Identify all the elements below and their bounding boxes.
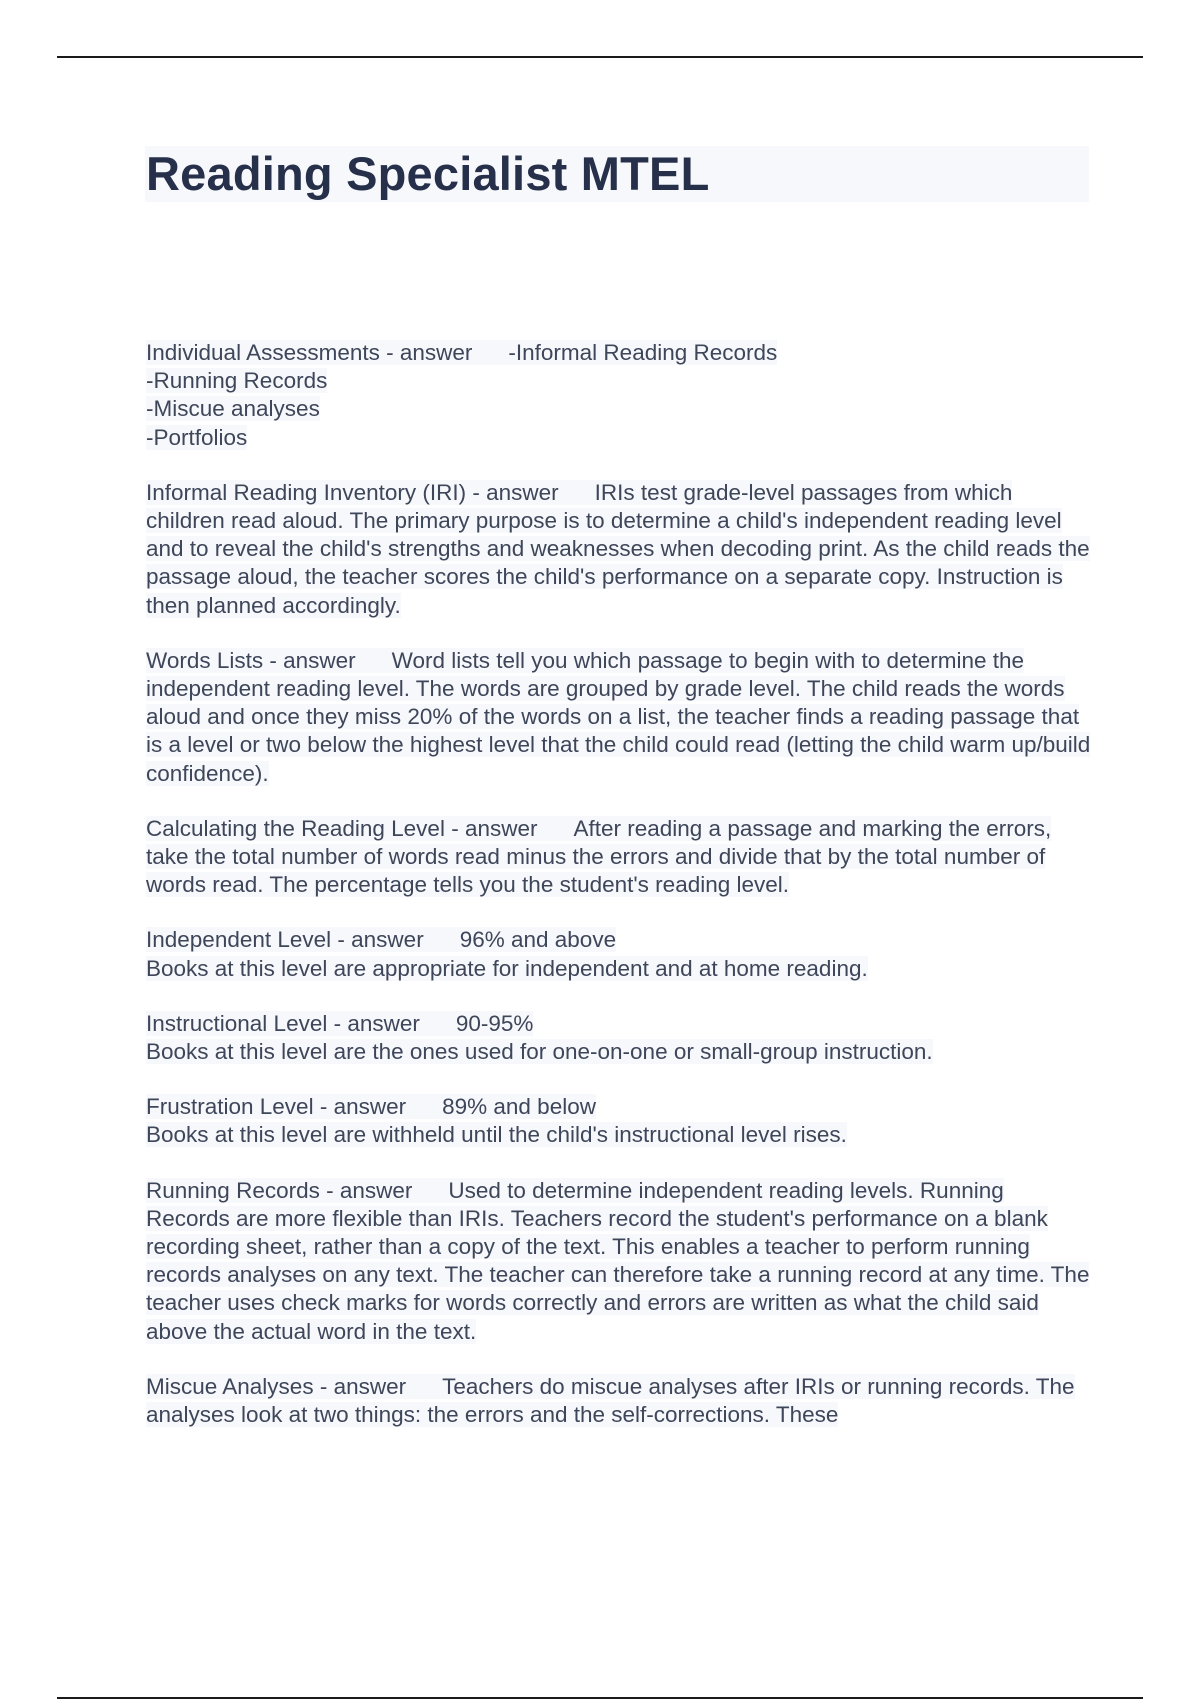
- entry-term: Individual Assessments - answer: [146, 340, 473, 365]
- entry-term: Calculating the Reading Level - answer: [146, 815, 538, 841]
- entry-definition: After reading a passage and marking the errors, take the total number of words read minus the errors and divide that by the total number of words read. The percentage tells you the student's reading level.: [146, 815, 1052, 898]
- entry-extra-line: -Portfolios: [146, 424, 248, 450]
- footer-rule: [57, 1697, 1143, 1699]
- flashcard-entry: [146, 1010, 1091, 1066]
- entry-term: Informal Reading Inventory (IRI) - answer: [146, 479, 559, 505]
- entry-definition: -Informal Reading Records: [508, 340, 778, 365]
- header-rule: [57, 56, 1143, 58]
- entry-term: Miscue Analyses - answer: [146, 1373, 407, 1399]
- flashcard-list: [146, 339, 1091, 1456]
- entry-definition: 89% and below: [442, 1094, 596, 1120]
- flashcard-entry: [146, 479, 1091, 620]
- entry-definition: Word lists tell you which passage to begin with to determine the independent reading level. The words are grouped by grade level. The child reads the words aloud and once they miss 20% of the words on a list, the teacher finds a reading passage that is a level or two below the highest level that the child could read (letting the child warm up/build confidence).: [146, 647, 1091, 786]
- flashcard-entry: [146, 647, 1091, 788]
- entry-term: Running Records - answer: [146, 1177, 413, 1203]
- entry-term: Words Lists - answer: [146, 647, 356, 673]
- flashcard-entry: [146, 815, 1091, 900]
- entry-definition: Teachers do miscue analyses after IRIs or running records. The analyses look at two things: the errors and the self-corrections. These: [146, 1373, 1075, 1428]
- flashcard-entry: [146, 1373, 1091, 1429]
- entry-extra-line: Books at this level are appropriate for independent and at home reading.: [146, 955, 868, 981]
- flashcard-entry: [146, 1177, 1091, 1346]
- entry-extra-line: -Miscue analyses: [146, 396, 320, 422]
- entry-definition: 90-95%: [455, 1010, 534, 1036]
- entry-definition: Used to determine independent reading levels. Running Records are more flexible than IRIs. Teachers record the student's performance on a blank recording sheet, rather than a copy of the text. This enables a teacher to perform running records analyses on any text. The teacher can therefore take a running record at any time. The teacher uses check marks for words correctly and errors are written as what the child said above the actual word in the text.: [146, 1177, 1090, 1344]
- entry-definition: 96% and above: [459, 927, 617, 953]
- entry-term: Instructional Level - answer: [146, 1010, 420, 1036]
- entry-extra-line: Books at this level are withheld until the child's instructional level rises.: [146, 1122, 847, 1148]
- flashcard-entry: [146, 1093, 1091, 1149]
- document-title: Reading Specialist MTEL: [146, 147, 710, 200]
- flashcard-entry: [146, 339, 1091, 452]
- entry-term: Independent Level - answer: [146, 927, 424, 953]
- entry-extra-line: -Running Records: [146, 368, 328, 394]
- flashcard-entry: [146, 926, 1091, 982]
- entry-term: Frustration Level - answer: [146, 1094, 407, 1120]
- entry-definition: IRIs test grade-level passages from which children read aloud. The primary purpose is to determine a child's independent reading level and to reveal the child's strengths and weaknesses when decoding print. As the child reads the passage aloud, the teacher scores the child's performance on a separate copy. Instruction is then planned accordingly.: [146, 479, 1090, 618]
- entry-extra-line: Books at this level are the ones used for one-on-one or small-group instruction.: [146, 1039, 933, 1065]
